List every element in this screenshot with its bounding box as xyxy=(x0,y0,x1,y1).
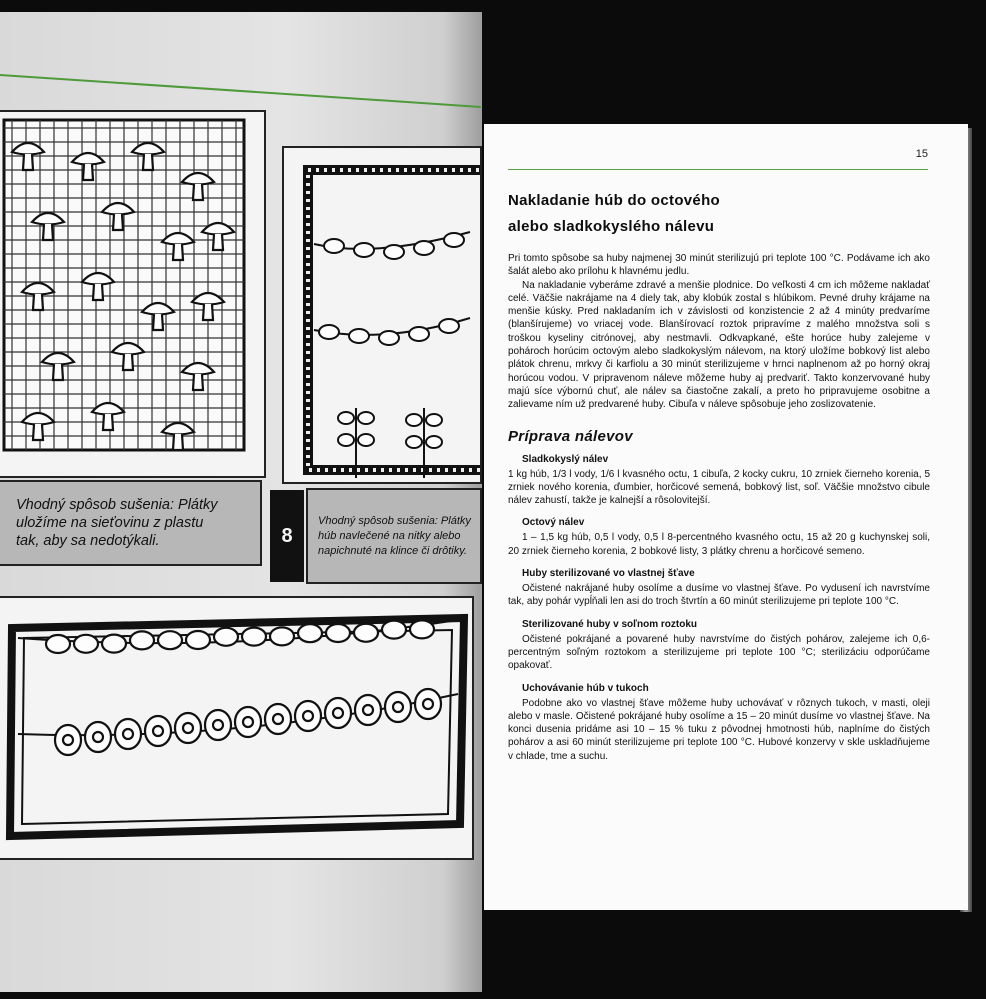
page-content xyxy=(508,188,930,763)
figure-number-badge xyxy=(270,490,304,582)
section-title-line-1: Nakladanie húb do octového xyxy=(508,192,720,209)
caption-frame-drying-text: Vhodný spôsob sušenia: Plátky húb navlečené na nitky alebo napichnuté na klince či drôtiky. xyxy=(318,515,471,557)
mushroom-slice-icon xyxy=(186,631,210,649)
mushroom-slice-icon xyxy=(354,624,378,642)
green-rule xyxy=(508,169,928,170)
mushroom-slice-icon xyxy=(326,624,350,642)
vinegar-heading: Octový nálev xyxy=(522,517,585,529)
mushroom-slice-icon xyxy=(324,239,344,253)
mushroom-slice-icon xyxy=(385,692,411,722)
left-green-rule xyxy=(0,74,481,108)
mushroom-slice-icon xyxy=(85,722,111,752)
mushroom-slice-icon xyxy=(145,716,171,746)
mushroom-slice-icon xyxy=(265,704,291,734)
mushroom-slice-icon xyxy=(414,241,434,255)
mushroom-slice-icon xyxy=(270,627,294,645)
section-title xyxy=(508,188,930,240)
frame-drying-drawing xyxy=(284,148,480,482)
caption-mesh-drying-text: Vhodný spôsob sušenia: Plátky uložíme na sieťovinu z plastu tak, aby sa nedotýkali. xyxy=(16,497,218,549)
mushroom-slice-icon xyxy=(379,331,399,345)
mushroom-slice-icon xyxy=(295,701,321,731)
illustration-mesh-drying xyxy=(0,110,266,478)
mushroom-slice-icon xyxy=(409,327,429,341)
own-juice-heading: Huby sterilizované vo vlastnej šťave xyxy=(522,568,695,580)
mushroom-slice-icon xyxy=(354,243,374,257)
mushroom-slice-icon xyxy=(235,707,261,737)
illustration-frame-drying xyxy=(282,146,482,484)
mushroom-slice-icon xyxy=(298,624,322,642)
own-juice-text: Očistené nakrájané huby osolíme a dusíme vo vlastnej šťave. Po vydusení ich navrstvíme tak, aby pohár vypĺňali len asi do troch štvrtín a 60 minút sterilizujeme pri teplote 100 °C. xyxy=(508,583,930,608)
intro-paragraph-2: Na nakladanie vyberáme zdravé a menšie plodnice. Do veľkosti 4 cm ich môžeme nakladať celé. Väčšie nakrájame na 4 diely tak, aby klobúk zostal s hlúbikom. Pevné druhy krájame na menšie kúsky. Pred nakladaním ich v závislosti od konzistencie 2 až 4 minúty predvaríme (blanšírujeme) vo vriacej vode. Blanšírovací roztok pripravíme z malého množstva soli s troškou kyseliny citrónovej, aby nestmavli. Odkvapkané, ešte horúce huby zalejeme v pohároch horúcim octovým alebo sladkokyslým nálevom, na ktorý uložíme bobkový list alebo plátok chrenu, mrkvy či karfiolu a 30 minút sterilizujeme v hrnci naplnenom až po horný okraj horúcou vodou. V pripravenom náleve môžeme huby aj predvariť. Takto konzervované huby majú síce výbornú chuť, ale nálev sa čiastočne zakalí, a preto ho pripravujeme osobitne a zalievame ním už predvarené huby. Cibuľa v náleve spôsobuje jeho zoslizovatenie. xyxy=(508,279,930,411)
brine-text: Očistené pokrájané a povarené huby navrstvíme do čistých pohárov, zalejeme ich 0,6-percentným soľným roztokom a sterilizujeme pri teplote 100 °C; sterilizáciu odporúčame opakovať. xyxy=(508,633,930,672)
section-title-line-2: alebo sladkokyslého nálevu xyxy=(508,218,715,235)
right-page xyxy=(484,124,968,910)
mushroom-slice-icon xyxy=(349,329,369,343)
mushroom-slice-icon xyxy=(382,621,406,639)
mushroom-slice-icon xyxy=(415,689,441,719)
mushroom-slice-icon xyxy=(130,631,154,649)
mushroom-slice-icon xyxy=(55,725,81,755)
caption-mesh-drying xyxy=(0,480,262,566)
mushroom-slice-icon xyxy=(158,631,182,649)
fat-storage-heading: Uchovávanie húb v tukoch xyxy=(522,682,649,694)
mushroom-slice-icon xyxy=(214,628,238,646)
page-number: 15 xyxy=(915,148,928,160)
intro-paragraph-1: Pri tomto spôsobe sa huby najmenej 30 minút sterilizujú pri teplote 100 °C. Podávame ich ako šalát alebo ako prílohu k hlavnému jedlu. xyxy=(508,253,930,278)
mushroom-slice-icon xyxy=(175,713,201,743)
mushroom-slice-icon xyxy=(102,635,126,653)
mushroom-slice-icon xyxy=(325,698,351,728)
mushroom-slice-icon xyxy=(242,628,266,646)
mushroom-slice-icon xyxy=(46,635,70,653)
illustration-string-drying xyxy=(0,596,474,860)
mushroom-slice-icon xyxy=(319,325,339,339)
left-page xyxy=(0,12,482,992)
subtitle: Príprava nálevov xyxy=(508,427,633,445)
vinegar-text: 1 – 1,5 kg húb, 0,5 l vody, 0,5 l 8-percentného kvasného octu, 15 až 20 g kuchynskej soli, 20 zrniek čierneho korenia, 2 bobkové listy, 3 plátky chrenu a horčicové semeno. xyxy=(508,532,930,557)
mushroom-slice-icon xyxy=(115,719,141,749)
figure-number: 8 xyxy=(281,524,293,547)
mushroom-slice-icon xyxy=(355,695,381,725)
mushroom-slice-icon xyxy=(205,710,231,740)
brine-heading: Sterilizované huby v soľnom roztoku xyxy=(522,618,697,630)
caption-frame-drying xyxy=(306,488,482,584)
fat-storage-text: Podobne ako vo vlastnej šťave môžeme huby uchovávať v rôznych tukoch, v masti, oleji alebo v masle. Očistené pokrájané huby osolíme a 15 – 20 minút dusíme vo vlastnej šťave. Na konci dusenia pridáme asi 10 – 15 % tuku z pôvodnej hmotnosti húb, naplníme do čistých pohárov a asi 60 minút sterilizujeme pri teplote 100 °C. Hubové konzervy v skle uskladňujeme v chlade, tme a suchu. xyxy=(508,697,930,762)
mesh-drying-drawing xyxy=(0,112,264,476)
mushroom-slice-icon xyxy=(439,319,459,333)
mushroom-slice-icon xyxy=(384,245,404,259)
sweet-sour-heading: Sladkokyslý nálev xyxy=(522,453,609,465)
mushroom-slice-icon xyxy=(444,233,464,247)
string-drying-drawing xyxy=(0,598,472,858)
sweet-sour-text: 1 kg húb, 1/3 l vody, 1/6 l kvasného octu, 1 cibuľa, 2 kocky cukru, 10 zrniek čierneho korenia, 5 zrniek nového korenia, ďumbier, horčicové semená, bobkový list, soľ. Väčšie množstvo cibule nálev zahustí, takže je kalnejší a rôsolovitejší. xyxy=(508,468,930,507)
mushroom-slice-icon xyxy=(410,620,434,638)
mushroom-slice-icon xyxy=(74,635,98,653)
